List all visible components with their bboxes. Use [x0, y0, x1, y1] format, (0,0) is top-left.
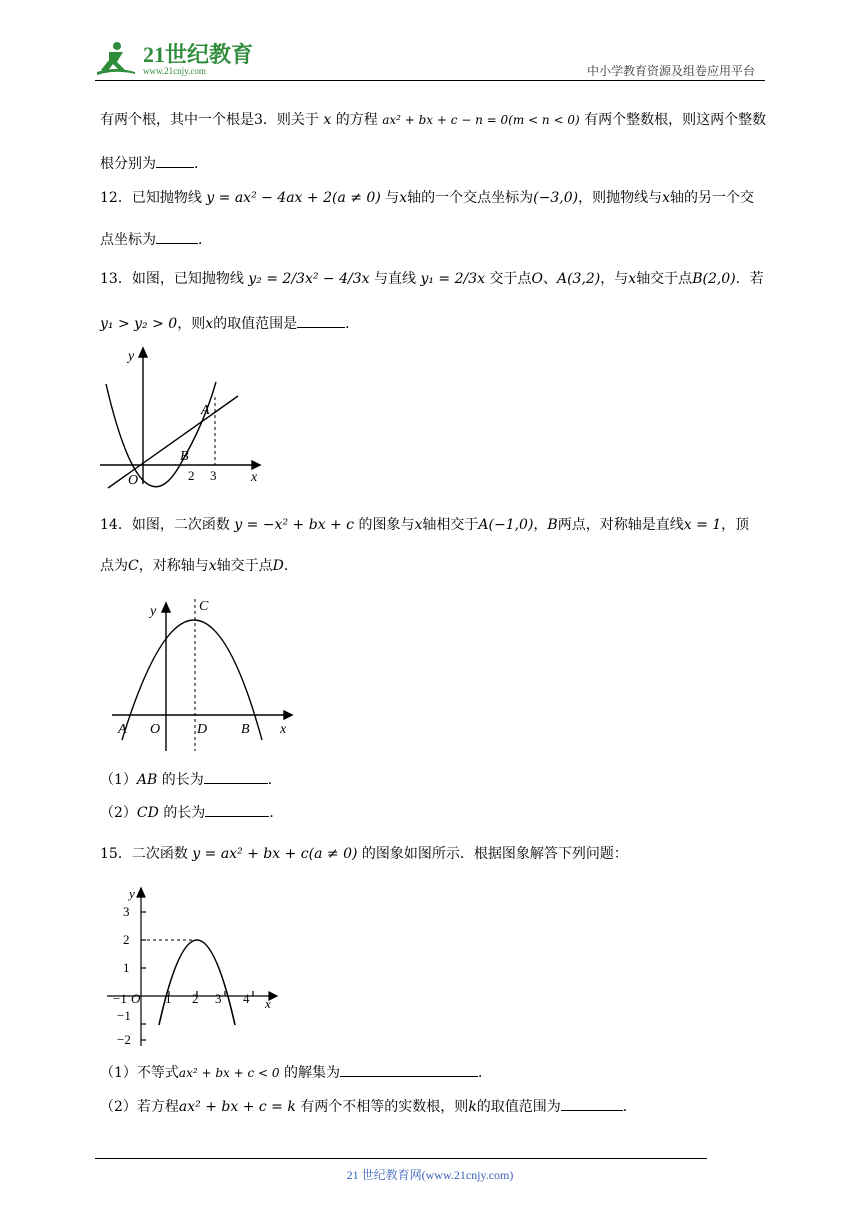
svg-text:B: B — [180, 449, 189, 464]
svg-text:B: B — [241, 722, 250, 737]
svg-text:A: A — [118, 722, 127, 737]
svg-text:O: O — [131, 991, 141, 1006]
q11-equation: ax² + bx + c − n = 0(m < n < 0) — [382, 113, 580, 127]
answer-blank[interactable] — [340, 1076, 478, 1077]
svg-text:1: 1 — [123, 960, 130, 975]
svg-text:O: O — [150, 722, 161, 737]
question-number: 12． — [100, 190, 132, 206]
header-divider — [95, 80, 765, 81]
platform-name: 中小学教育资源及组卷应用平台 — [586, 64, 755, 78]
svg-text:1: 1 — [165, 991, 172, 1006]
footer-link[interactable]: 21 世纪教育网(www.21cnjy.com) — [346, 1168, 514, 1182]
q14-sub1: （1）AB 的长为 ． — [100, 772, 282, 788]
svg-text:3: 3 — [215, 991, 222, 1006]
q11-line2: 根分别为 ． — [100, 156, 208, 172]
svg-text:A: A — [201, 403, 210, 418]
svg-text:O: O — [128, 473, 139, 488]
q13-line2: y₁ > y₂ > 0，则x的取值范围是 ． — [100, 316, 360, 332]
svg-text:x: x — [251, 470, 258, 485]
q15-sub2: （2）若方程ax² + bx + c = k 有两个不相等的实数根，则k的取值范围为 ． — [100, 1099, 637, 1115]
svg-text:y: y — [128, 349, 135, 364]
logo-text: 21世纪教育 — [143, 42, 254, 67]
svg-text:4: 4 — [243, 991, 250, 1006]
q12-line2: 点坐标为 ． — [100, 232, 212, 248]
q11-line1: 有两个根，其中一个根是3．则关于 x 的方程 ax² + bx + c − n = 0(m < n < 0) 有两个整数根，则这两个整数 — [100, 112, 767, 128]
answer-blank[interactable] — [204, 783, 268, 784]
svg-text:x: x — [265, 996, 271, 1011]
q15-figure — [105, 880, 285, 1050]
q15-line1: 15．二次函数 y = ax² + bx + c(a ≠ 0) 的图象如图所示．根据图象解答下列问题： — [100, 846, 628, 862]
svg-text:−1: −1 — [113, 991, 127, 1006]
answer-blank[interactable] — [561, 1110, 623, 1111]
svg-text:−1: −1 — [117, 1008, 131, 1023]
question-number: 15． — [100, 846, 132, 862]
svg-text:x: x — [280, 722, 287, 737]
svg-text:y: y — [129, 886, 135, 901]
svg-text:y: y — [150, 604, 157, 619]
svg-text:D: D — [197, 722, 208, 737]
q12-line1: 12．已知抛物线 y = ax² − 4ax + 2(a ≠ 0) 与x轴的一个交点坐标为(−3,0)，则抛物线与x轴的另一个交 — [100, 190, 754, 206]
question-number: 14． — [100, 517, 132, 533]
svg-text:−2: −2 — [117, 1032, 131, 1047]
svg-text:3: 3 — [123, 904, 130, 919]
q14-figure — [110, 595, 300, 755]
answer-blank[interactable] — [156, 243, 198, 244]
svg-text:2: 2 — [123, 932, 130, 947]
q13-line1: 13．如图，已知抛物线 y₂ = 2/3x² − 4/3x 与直线 y₁ = 2/3x 交于点O、A(3,2)，与x轴交于点B(2,0)．若 — [100, 271, 764, 287]
answer-blank[interactable] — [297, 327, 345, 328]
answer-blank[interactable] — [156, 167, 194, 168]
question-number: 13． — [100, 271, 132, 287]
svg-text:C: C — [199, 599, 209, 614]
svg-text:2: 2 — [192, 991, 199, 1006]
logo-url: www.21cnjy.com — [143, 66, 206, 76]
site-logo — [95, 38, 265, 82]
svg-text:2: 2 — [188, 468, 195, 483]
q14-line2: 点为C，对称轴与x轴交于点D． — [100, 558, 298, 574]
svg-text:3: 3 — [210, 468, 217, 483]
answer-blank[interactable] — [205, 816, 269, 817]
q15-sub1: （1）不等式ax² + bx + c < 0 的解集为 ． — [100, 1065, 492, 1081]
footer-divider — [95, 1158, 707, 1159]
q14-sub2: （2）CD 的长为 ． — [100, 805, 284, 821]
runner-icon — [97, 42, 135, 75]
q14-line1: 14．如图，二次函数 y = −x² + bx + c 的图象与x轴相交于A(−1,0)，B两点，对称轴是直线x = 1，顶 — [100, 517, 750, 533]
q13-figure — [98, 344, 268, 489]
